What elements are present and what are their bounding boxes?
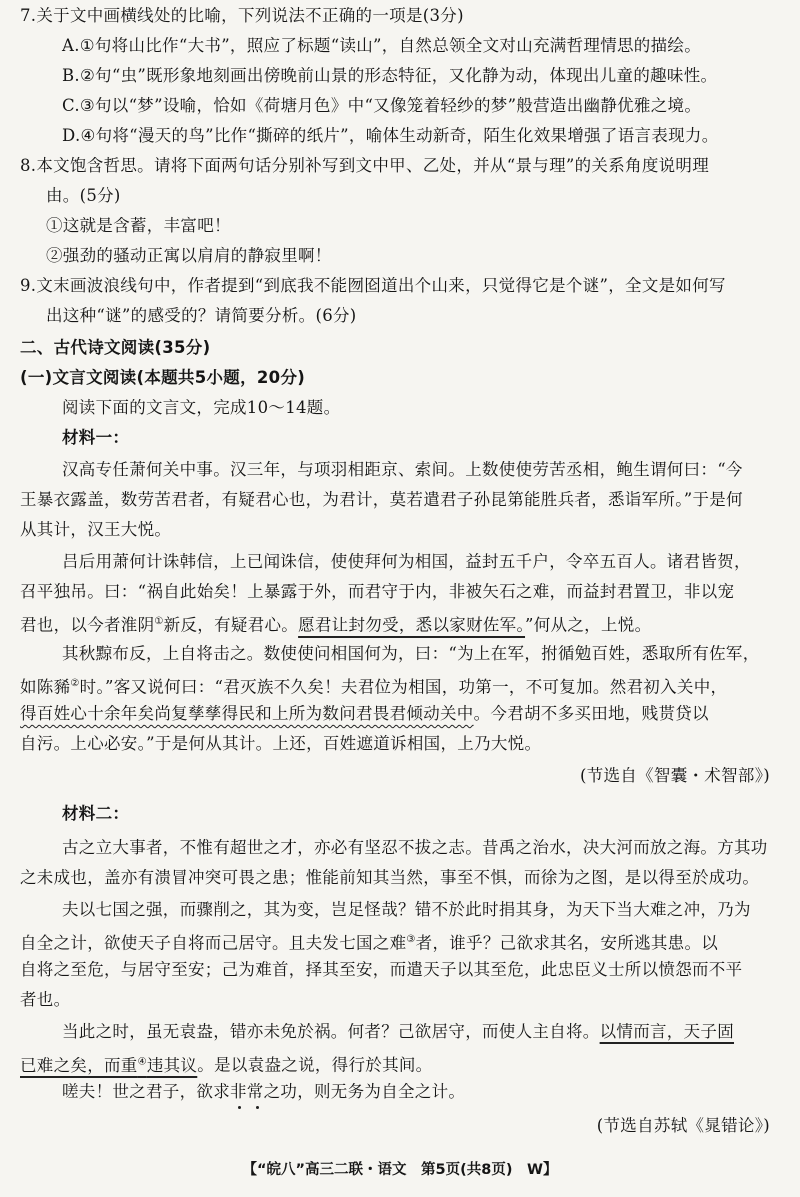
question-8-line-2: 由。(5分) [46, 186, 121, 205]
section-2-heading: 二、古代诗文阅读(35分) [20, 338, 211, 357]
material-2-p3-line-2 [20, 1050, 432, 1078]
page-footer: 【“皖八”高三二联・语文 第5页(共8页) W】 [242, 1162, 558, 1178]
material-2-p2-line-1: 夫以七国之强，而骤削之，其为变，岂足怪哉？错不於此时捐其身，为天下当大难之冲，乃为 [62, 900, 751, 919]
question-7-stem: 7.关于文中画横线处的比喻，下列说法不正确的一项是(3分) [20, 6, 464, 25]
material-1-p1-line-2: 王暴衣露盖，数劳苦君者，有疑君心也，为君计，莫若遣君子孙昆第能胜兵者，悉诣军所。”于是何 [20, 490, 743, 509]
wavy-underlined-passage: 得百姓心十余年矣尚复孳孳得民和上所为数问君畏君倾动关中 [20, 704, 474, 723]
emphasis-dot [256, 1106, 259, 1109]
material-1-p3-text-a: 如陈豨 [20, 677, 71, 697]
material-1-source: (节选自《智囊・术智部》) [579, 766, 770, 785]
material-1-p3-text-b: 时。”客又说何曰：“君灭族不久矣！夫君位为相国，功第一，不可复加。然君初入关中， [79, 677, 728, 697]
material-2-p1-line-1: 古之立大事者，不惟有超世之才，亦必有坚忍不拔之志。昔禹之治水，决大河而放之海。方其功 [62, 838, 768, 857]
section-2-1-heading: (一)文言文阅读(本题共5小题，20分) [20, 368, 306, 387]
question-7-option-b: B.②句“虫”既形象地刻画出傍晚前山景的形态特征，又化静为动，体现出儿童的趣味性。 [62, 66, 718, 85]
material-1-p2-line-1: 吕后用萧何计诛韩信，上已闻诛信，使使拜何为相国，益封五千户，令卒五百人。诸君皆贺， [62, 552, 751, 571]
material-1-p2-text-a: 君也，以今者淮阴 [20, 615, 155, 635]
question-7-option-d: D.④句将“漫天的鸟”比作“撕碎的纸片”，喻体生动新奇，陌生化效果增强了语言表现力。 [62, 126, 719, 145]
material-2-p3-text-c: 违其议 [146, 1055, 198, 1075]
footnote-marker-3: ③ [406, 934, 416, 945]
material-1-p3-line-2 [20, 672, 727, 700]
material-2-p4-line: 嗟夫！世之君子，欲求非常之功，则无务为自全之计。 [62, 1082, 466, 1101]
underlined-sentence-2-part-2 [20, 1056, 197, 1075]
question-8-sentence-1: ①这就是含蓄，丰富吧！ [46, 216, 231, 235]
material-1-p3-line-4: 自污。上心必安。”于是何从其计。上还，百姓遮道诉相国，上乃大悦。 [20, 734, 542, 753]
question-7-option-c: C.③句以“梦”设喻，恰如《荷塘月色》中“又像笼着轻纱的梦”般营造出幽静优雅之境。 [62, 96, 702, 115]
material-2-p3-text-d: 。是以袁盎之说，得行於其间。 [197, 1055, 433, 1075]
question-9-line-1: 9.文末画波浪线句中，作者提到“到底我不能囫囵道出个山来，只觉得它是个谜”，全文是如何写 [20, 276, 726, 295]
material-2-p3-text-b: 已难之矣，而重 [20, 1055, 138, 1075]
question-8-line-1: 8.本文饱含哲思。请将下面两句话分别补写到文中甲、乙处，并从“景与理”的关系角度说明理 [20, 156, 710, 175]
question-8-sentence-2: ②强劲的骚动正寓以肩肩的静寂里啊！ [46, 246, 332, 265]
emphasis-dot [238, 1106, 241, 1109]
material-1-p3-line-1: 其秋黥布反，上自将击之。数使使问相国何为，曰：“为上在军，拊循勉百姓，悉取所有佐军， [62, 644, 760, 663]
material-1-p1-line-1: 汉高专任萧何关中事。汉三年，与项羽相距京、索间。上数使使劳苦丞相，鲍生谓何曰：“今 [62, 460, 743, 479]
footnote-marker-1: ① [154, 616, 164, 627]
material-2-p2-line-2 [20, 928, 718, 956]
material-2-p3-line-1 [62, 1020, 734, 1044]
material-2-p2-text-b: 者，谁乎？己欲求其名，安所逃其患。以 [415, 933, 719, 953]
question-7-option-a: A.①句将山比作“大书”，照应了标题“读山”，自然总领全文对山充满哲理情思的描绘。 [62, 36, 701, 55]
material-2-p1-line-2: 之未成也，盖亦有溃冒冲突可畏之患；惟能前知其当然，事至不惧，而徐为之图，是以得至於成功。 [20, 868, 760, 887]
material-2-source: (节选自苏轼《晁错论》) [596, 1116, 770, 1135]
material-1-p2-line-3 [20, 610, 651, 638]
material-2-p2-text-a: 自全之计，欲使天子自将而己居守。且夫发七国之难 [20, 933, 407, 953]
material-2-title: 材料二： [62, 804, 130, 823]
underlined-sentence-1: 愿君让封勿受，悉以家财佐军。 [298, 615, 526, 635]
material-2-p2-line-4: 者也。 [20, 990, 71, 1009]
footnote-marker-4: ④ [137, 1056, 147, 1067]
material-2-p3-text-a: 当此之时，虽无袁盎，错亦未免於祸。何者？己欲居守，而使人主自将。 [62, 1022, 600, 1041]
footnote-marker-2: ② [70, 678, 80, 689]
material-1-p2-line-2: 召平独吊。曰：“祸自此始矣！上暴露于外，而君守于内，非被矢石之难，而益封君置卫，非以宠 [20, 582, 735, 601]
material-1-p2-text-b: 新反，有疑君心。 [163, 615, 299, 635]
material-1-title: 材料一： [62, 428, 130, 447]
material-1-p2-text-d: ”何从之，上悦。 [525, 615, 652, 635]
material-1-p3-text-c: 。今君胡不多买田地，贱贳贷以 [473, 704, 709, 723]
material-2-p2-line-3: 自将之至危，与居守至安；己为难首，择其至安，而遣天子以其至危，此忠臣义士所以愤怨而不平 [20, 960, 743, 979]
underlined-sentence-2-part-1: 以情而言，天子固 [599, 1022, 735, 1041]
reading-instruction: 阅读下面的文言文，完成10～14题。 [62, 398, 341, 417]
question-9-line-2: 出这种“谜”的感受的？请简要分析。(6分) [46, 306, 357, 325]
material-1-p1-line-3: 从其计，汉王大悦。 [20, 520, 172, 539]
material-1-p3-line-3 [20, 702, 709, 726]
